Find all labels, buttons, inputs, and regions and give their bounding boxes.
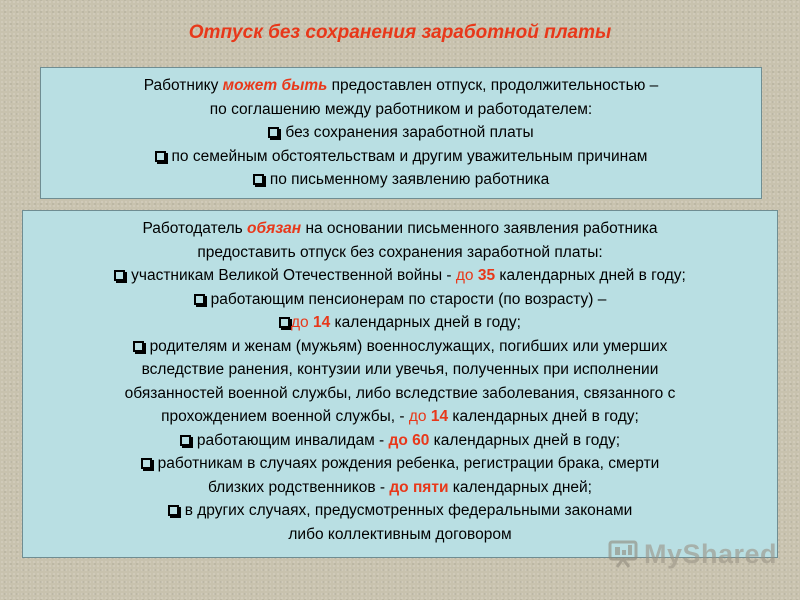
list-item: участникам Великой Отечественной войны - до 35 календарных дней в году;	[27, 264, 773, 288]
list-item: в других случаях, предусмотренных федеральными законами	[27, 499, 773, 523]
list-item-continuation: вследствие ранения, контузии или увечья, полученных при исполнении	[141, 361, 659, 378]
box2-intro-line2: предоставить отпуск без сохранения заработной платы:	[197, 243, 603, 261]
list-item-continuation: обязанностей военной службы, либо вследствие заболевания, связанного с	[124, 384, 676, 402]
square-bullet-icon	[114, 270, 125, 281]
emphasis-may-be: может быть	[222, 77, 328, 94]
optional-leave-box	[40, 67, 762, 199]
list-item-continuation: близких родственников - до пяти календарных дней;	[208, 478, 592, 496]
square-bullet-icon	[253, 174, 264, 185]
list-item: работникам в случаях рождения ребенка, регистрации брака, смерти	[27, 452, 773, 476]
square-bullet-icon	[141, 458, 152, 469]
list-item: работающим инвалидам - до 60 календарных дней в году;	[27, 429, 773, 453]
page-title: Отпуск без сохранения заработной платы	[188, 22, 612, 43]
list-item: по письменному заявлению работника	[47, 168, 755, 192]
watermark	[608, 536, 777, 572]
square-bullet-icon	[180, 435, 191, 446]
list-item-continuation: до 14 календарных дней в году;	[27, 311, 773, 335]
square-bullet-icon	[268, 127, 279, 138]
square-bullet-icon	[133, 341, 144, 352]
mandatory-leave-box	[22, 210, 778, 558]
square-bullet-icon	[279, 317, 290, 328]
square-bullet-icon	[168, 505, 179, 516]
list-item: работающим пенсионерам по старости (по возрасту) –	[27, 288, 773, 312]
box1-intro-line1: Работнику может быть предоставлен отпуск, продолжительностью –	[143, 77, 659, 94]
list-item: по семейным обстоятельствам и другим уважительным причинам	[47, 145, 755, 169]
list-item-continuation: прохождением военной службы, - до 14 календарных дней в году;	[161, 408, 639, 425]
square-bullet-icon	[155, 151, 166, 162]
list-item: без сохранения заработной платы	[47, 121, 755, 145]
list-item-continuation: либо коллективным договором	[288, 525, 512, 543]
list-item: родителям и женам (мужьям) военнослужащих, погибших или умерших	[27, 335, 773, 359]
emphasis-obliged: обязан	[247, 220, 302, 237]
box2-intro-line1: Работодатель обязан на основании письменного заявления работника	[142, 220, 658, 237]
box1-intro-line2: по соглашению между работником и работодателем:	[209, 100, 593, 118]
square-bullet-icon	[194, 294, 205, 305]
presentation-screen-icon	[608, 539, 638, 569]
watermark-text: MyShared	[644, 538, 778, 569]
